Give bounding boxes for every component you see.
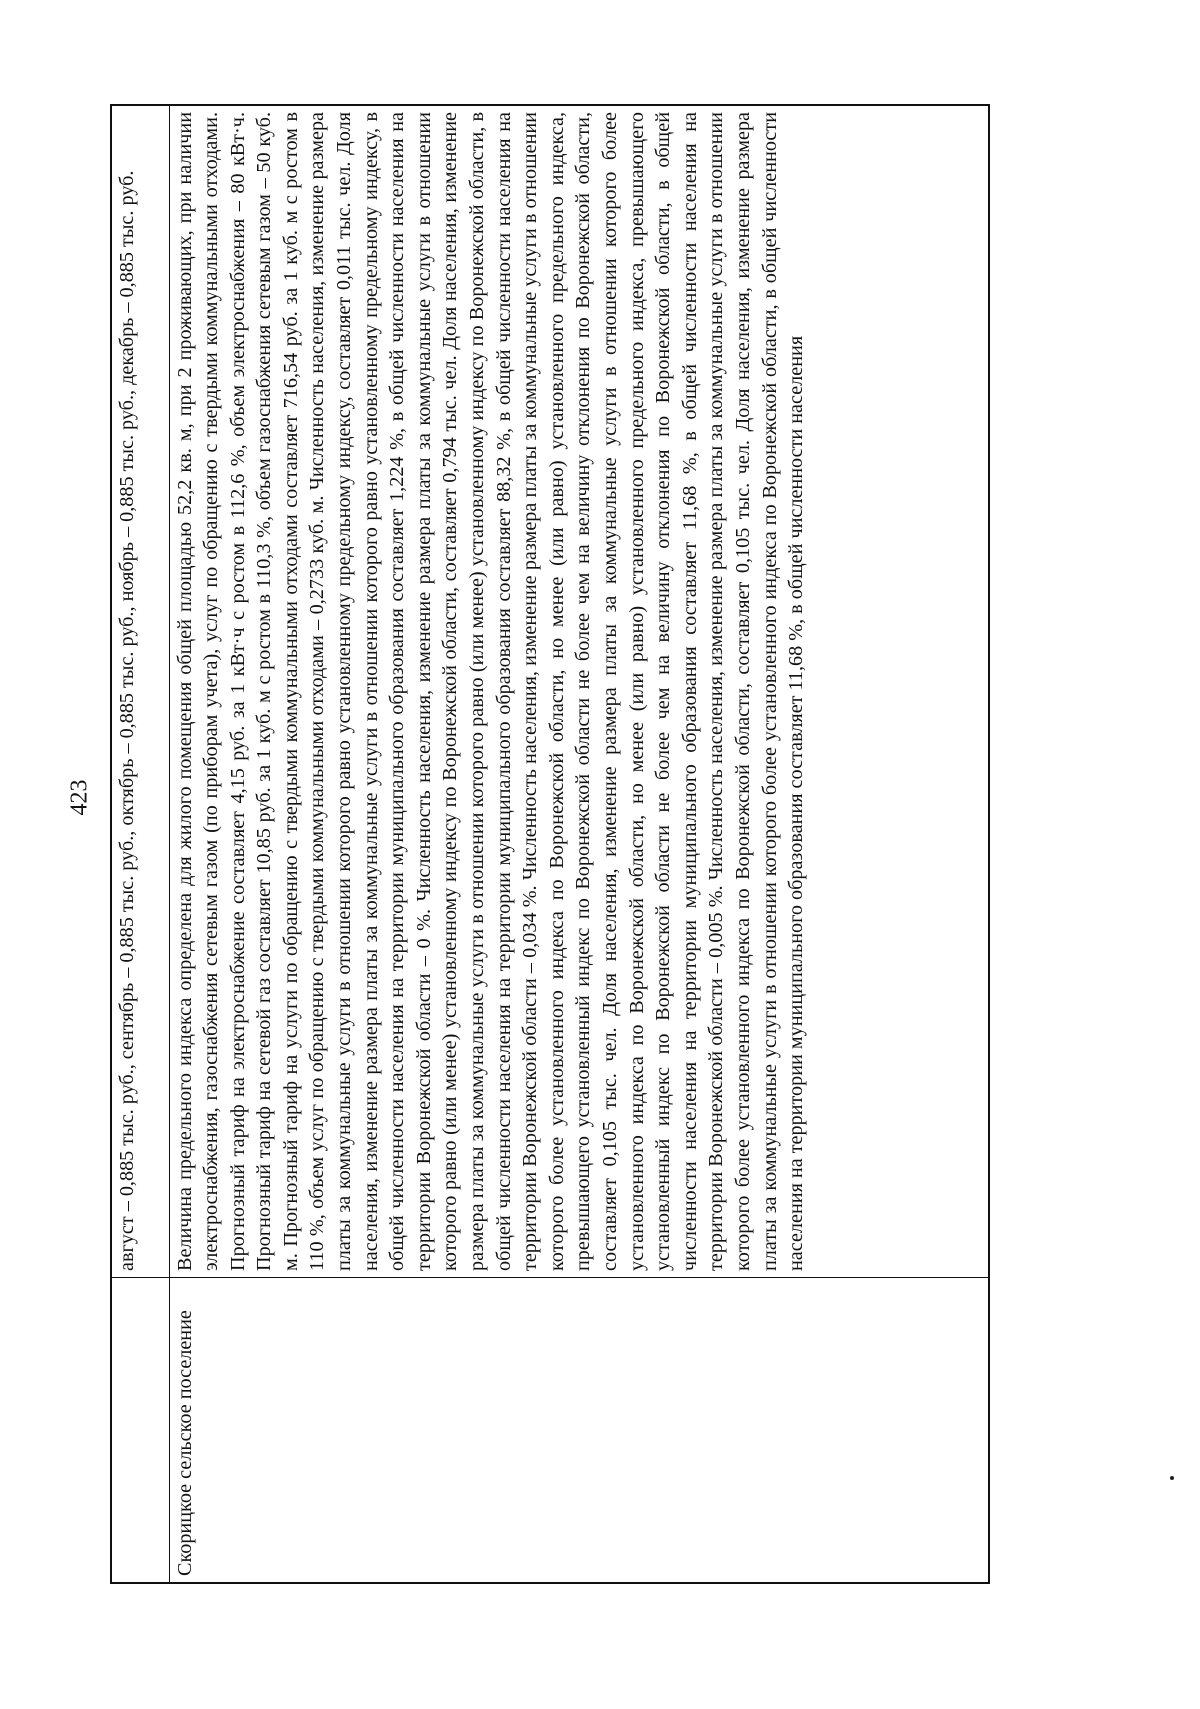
description-cell: Величина предельного индекса определена для жилого помещения общей площадью 52,2 кв. м, при 2 проживающих, при наличии электроснабжения, газоснабжения сетевым газом (по приборам учета), услуг по обращению с твердыми коммунальными отходами. Прогнозный тариф на электроснабжение составляет 4,15 руб. за 1 кВт·ч с ростом в 112,6 %, объем электроснабжения – 80 кВт·ч. Прогнозный тариф на сетевой газ составляет 10,85 руб. за 1 куб. м с ростом в 110,3 %, объем газоснабжения сетевым газом – 50 куб. м. Прогнозный тариф на услуги по обращению с твердыми коммунальными отходами составляет 716,54 руб. за 1 куб. м с ростом в 110 %, объем услуг по обращению с твердыми коммунальными отходами – 0,2733 куб. м. Численность населения, изменение размера платы за коммунальные услуги в отношении которого равно установленному предельному индексу, составляет 0,011 тыс. чел. Доля населения, изменение размера платы за коммунальные услуги в отношении которого равно установленному предельному индексу, в общей численности населения на территории муниципального образования составляет 1,224 %, в общей численности населения на территории Воронежской области – 0 %. Численность населения, изменение размера платы за коммунальные услуги в отношении которого равно (или менее) установленному индексу по Воронежской области, составляет 0,794 тыс. чел. Доля населения, изменение размера платы за коммунальные услуги в отношении которого равно (или менее) установленному индексу по Воронежской области, в общей численности населения на территории муниципального образования составляет 88,32 %, в общей численности населения на территории Воронежской области – 0,034 %. Численность населения, изменение размера платы за коммунальные услуги в отношении которого более установленного индекса по Воронежской области, но менее (или равно) установленного предельного индекса, превышающего установленный индекс по Воронежской области не более чем на величину отклонения по Воронежской области, составляет 0,105 тыс. чел. Доля населения, изменение размера платы за коммунальные услуги в отношении которого более установленного индекса по Воронежской области, но менее (или равно) установленного предельного индекса, превышающего установленный индекс по Воронежской области не более чем на величину отклонения по Воронежской области, в общей численности населения на территории муниципального образования составляет 11,68 %, в общей численности населения на территории Воронежской области – 0,005 %. Численность населения, изменение размера платы за коммунальные услуги в отношении которого более установленного индекса по Воронежской области, составляет 0,105 тыс. чел. Доля населения, изменение размера платы за коммунальные услуги в отношении которого более установленного индекса по Воронежской области, в общей численности населения на территории муниципального образования составляет 11,68 %, в общей численности населения — [169, 105, 989, 1278]
rotated-table-wrapper — [110, 104, 990, 1584]
municipality-cell: Скорицкое сельское поселение — [169, 1278, 989, 1584]
table-row — [169, 105, 989, 1583]
table-row — [111, 105, 169, 1583]
municipality-cell — [111, 1278, 169, 1584]
scan-speck — [1170, 1476, 1174, 1480]
page-number: 423 — [66, 779, 93, 816]
description-cell: август – 0,885 тыс. руб., сентябрь – 0,885 тыс. руб., октябрь – 0,885 тыс. руб., ноябрь – 0,885 тыс. руб., декабрь – 0,885 тыс. руб. — [111, 105, 169, 1278]
tariff-table — [110, 104, 990, 1584]
